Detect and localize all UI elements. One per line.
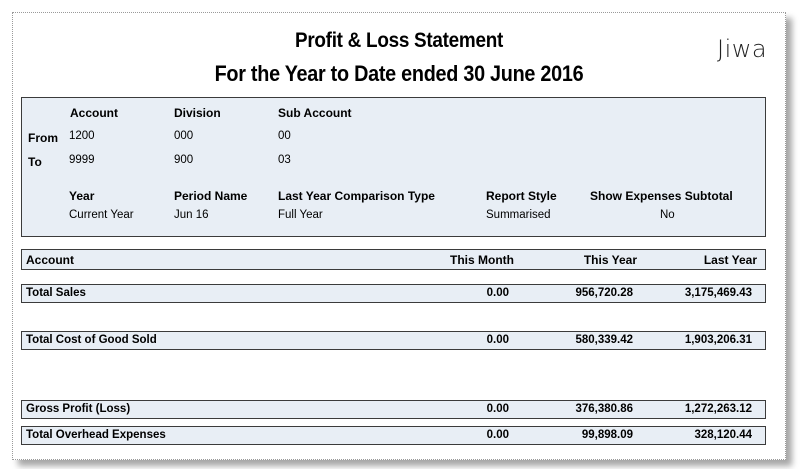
row-account: Total Cost of Good Sold [26, 334, 157, 346]
param-year-label: Year [69, 189, 95, 203]
report-page [12, 12, 786, 460]
param-year-value: Current Year [69, 209, 134, 221]
row-last-year: 1,903,206.31 [684, 334, 752, 346]
column-header-this-year: This Year [583, 253, 637, 267]
param-style-label: Report Style [486, 189, 557, 203]
jiwa-logo: Jiwa [717, 35, 768, 63]
param-header-sub-account: Sub Account [278, 106, 352, 120]
param-from-label: From [28, 131, 58, 145]
report-title: Profit & Loss Statement [294, 29, 504, 52]
table-header [21, 249, 766, 270]
row-this-month: 0.00 [486, 429, 509, 441]
param-subtotal-label: Show Expenses Subtotal [590, 189, 733, 203]
param-period-value: Jun 16 [174, 209, 209, 221]
column-header-this-month: This Month [450, 253, 514, 267]
row-last-year: 1,272,263.12 [684, 403, 752, 415]
param-style-value: Summarised [486, 209, 551, 221]
row-last-year: 328,120.44 [694, 429, 752, 441]
table-row [21, 426, 766, 445]
row-this-year: 580,339.42 [575, 334, 633, 346]
param-subtotal-value: No [660, 209, 675, 221]
column-header-account: Account [26, 253, 74, 267]
param-period-label: Period Name [174, 189, 248, 203]
table-row [21, 284, 766, 303]
param-to-account: 9999 [69, 154, 95, 166]
param-from-account: 1200 [69, 130, 95, 142]
row-this-year: 376,380.86 [575, 403, 633, 415]
row-account: Gross Profit (Loss) [26, 403, 131, 415]
row-this-month: 0.00 [486, 287, 509, 299]
param-comparison-value: Full Year [278, 209, 323, 221]
row-this-month: 0.00 [486, 403, 509, 415]
row-this-month: 0.00 [486, 334, 509, 346]
row-last-year: 3,175,469.43 [684, 287, 752, 299]
param-from-division: 000 [174, 130, 194, 142]
row-account: Total Overhead Expenses [26, 429, 166, 441]
report-subtitle: For the Year to Date ended 30 June 2016 [214, 61, 584, 86]
row-this-year: 99,898.09 [581, 429, 633, 441]
param-to-division: 900 [174, 154, 194, 166]
column-header-last-year: Last Year [703, 253, 757, 267]
report-parameters [21, 97, 766, 237]
table-row [21, 400, 766, 419]
param-comparison-label: Last Year Comparison Type [278, 189, 435, 203]
param-to-sub-account: 03 [278, 154, 291, 166]
row-this-year: 956,720.28 [575, 287, 633, 299]
param-from-sub-account: 00 [278, 130, 291, 142]
row-account: Total Sales [26, 287, 86, 299]
table-row [21, 331, 766, 350]
param-to-label: To [28, 155, 42, 169]
param-header-division: Division [174, 106, 221, 120]
param-header-account: Account [70, 106, 118, 120]
